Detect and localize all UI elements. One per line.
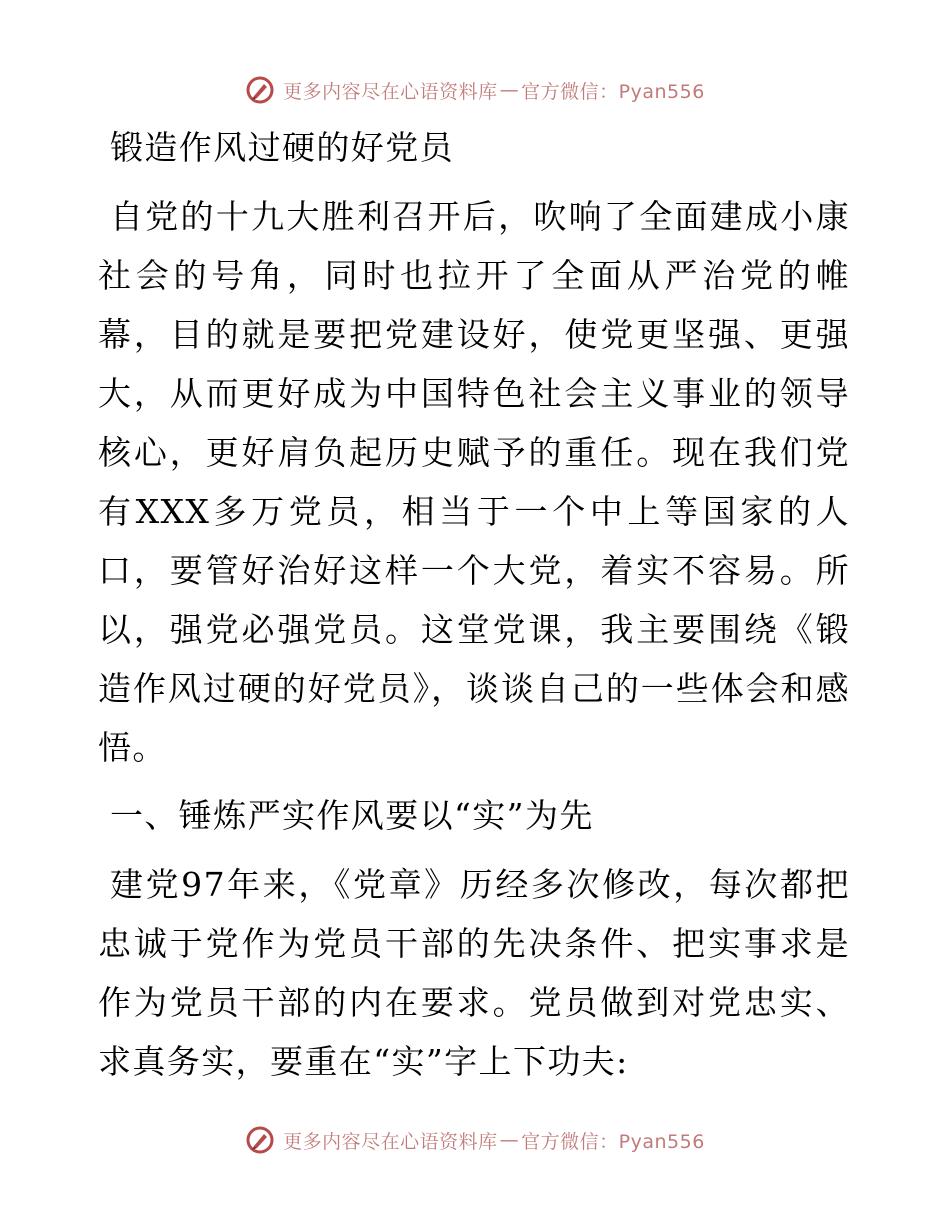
watermark-main-text: 更多内容尽在心语资料库 — [283, 1130, 498, 1153]
document-title: 锻造作风过硬的好党员 — [110, 128, 454, 167]
header-watermark — [0, 70, 950, 110]
pen-logo-icon — [245, 75, 275, 105]
watermark-separator: — — [499, 1129, 520, 1151]
watermark-main-text: 更多内容尽在心语资料库 — [283, 80, 498, 103]
paragraph-section-1: 建党97年来，《党章》历经多次修改，每次都把忠诚于党作为党员干部的先决条件、把实事求是作为党员干部的内在要求。党员做到对党忠实、求真务实，要重在“实”字上下功夫: — [98, 865, 850, 1081]
watermark-contact-text: 官方微信：Pyan556 — [521, 1130, 705, 1153]
paragraph-intro: 自党的十九大胜利召开后，吹响了全面建成小康社会的号角，同时也拉开了全面从严治党的帷幕，目的就是要把党建设好，使党更坚强、更强大，从而更好成为中国特色社会主义事业的领导核心，更好肩负起历史赋予的重任。现在我们党有XXX多万党员，相当于一个中上等国家的人口，要管好治好这样一个大党，着实不容易。所以，强党必强党员。这堂党课，我主要围绕《锻造作风过硬的好党员》，谈谈自己的一些体会和感悟。 — [98, 197, 850, 767]
section-heading-1: 一、锤炼严实作风要以“实”为先 — [110, 796, 594, 835]
pen-logo-icon — [245, 1125, 275, 1155]
watermark-contact-text: 官方微信：Pyan556 — [521, 80, 705, 103]
footer-watermark — [0, 1120, 950, 1160]
watermark-separator: — — [499, 79, 520, 101]
document-body — [98, 118, 850, 1091]
